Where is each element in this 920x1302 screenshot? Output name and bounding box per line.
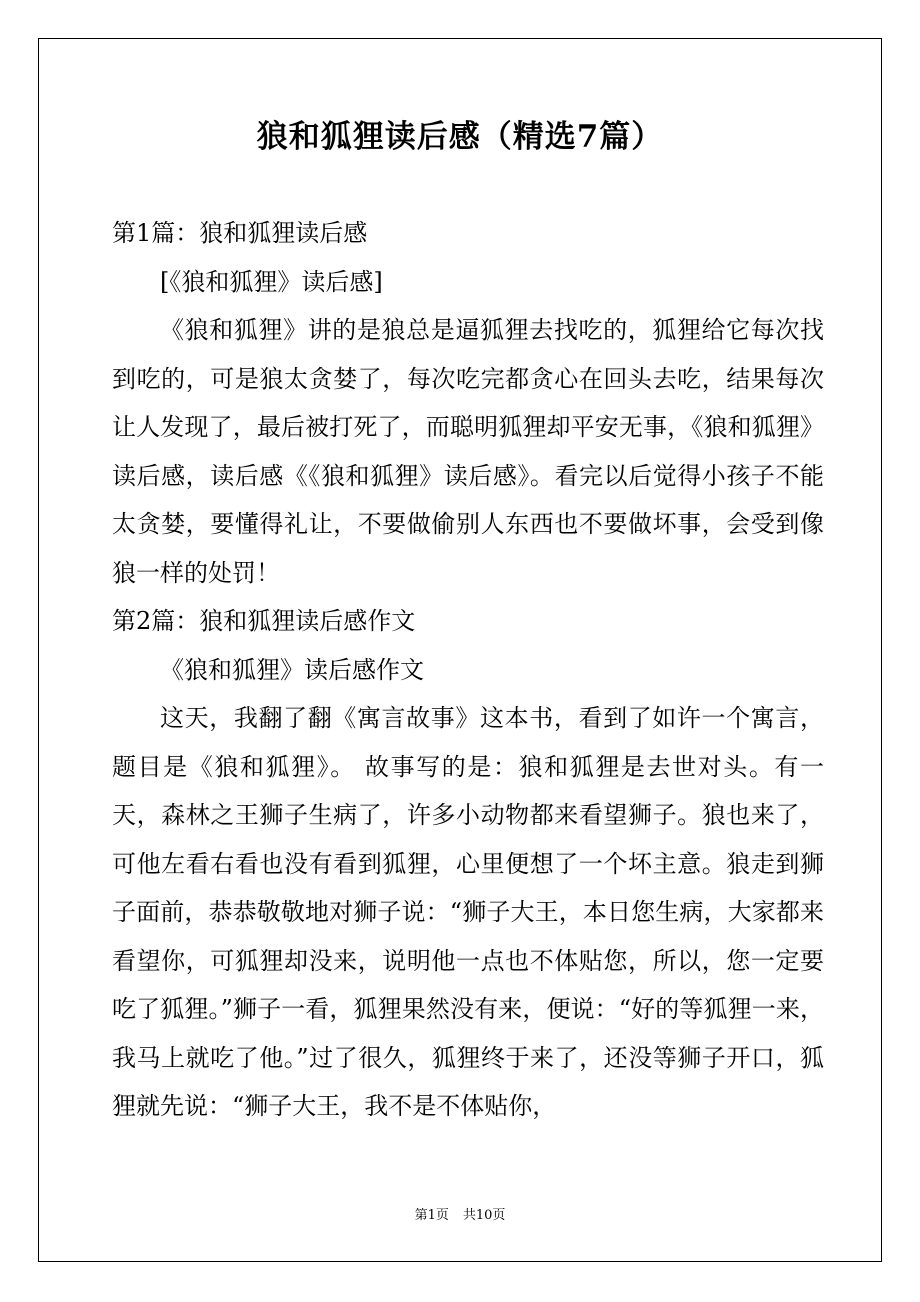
section-subtitle-1: [《狼和狐狸》读后感] <box>160 267 383 296</box>
page-total: 共10页 <box>462 1208 506 1223</box>
page-footer <box>0 1206 920 1226</box>
body-paragraph-2: 这天，我翻了翻《寓言故事》这本书，看到了如许一个寓言，题目是《狼和狐狸》。 故事写的是：狼和狐狸是去世对头。有一天，森林之王狮子生病了，许多小动物都来看望狮子。狼也来了，可他左看右看也没有看到狐狸，心里便想了一个坏主意。狼走到狮子面前，恭恭敬敬地对狮子说：“狮子大王，本日您生病，大家都来看望你，可狐狸却没来，说明他一点也不体贴您，所以，您一定要吃了狐狸。”狮子一看，狐狸果然没有来，便说：“好的等狐狸一来，我马上就吃了他。”过了很久，狐狸终于来了，还没等狮子开口，狐狸就先说：“狮子大王，我不是不体贴你， <box>112 704 824 1120</box>
section-heading-2: 第2篇：狼和狐狸读后感作文 <box>112 607 416 635</box>
section-heading-1: 第1篇：狼和狐狸读后感 <box>112 219 368 247</box>
body-paragraph-1: 《狼和狐狸》讲的是狼总是逼狐狸去找吃的，狐狸给它每次找到吃的，可是狼太贪婪了，每次吃完都贪心在回头去吃，结果每次让人发现了，最后被打死了，而聪明狐狸却平安无事，《狼和狐狸》读后感，读后感《《狼和狐狸》读后感》。看完以后觉得小孩子不能太贪婪，要懂得礼让，不要做偷别人东西也不要做坏事，会受到像狼一样的处罚！ <box>112 316 824 587</box>
page-number: 第1页 <box>414 1208 449 1223</box>
document-title: 狼和狐狸读后感（精选7篇） <box>256 119 664 155</box>
section-subtitle-2: 《狼和狐狸》读后感作文 <box>160 655 424 684</box>
document-body <box>112 209 824 1131</box>
